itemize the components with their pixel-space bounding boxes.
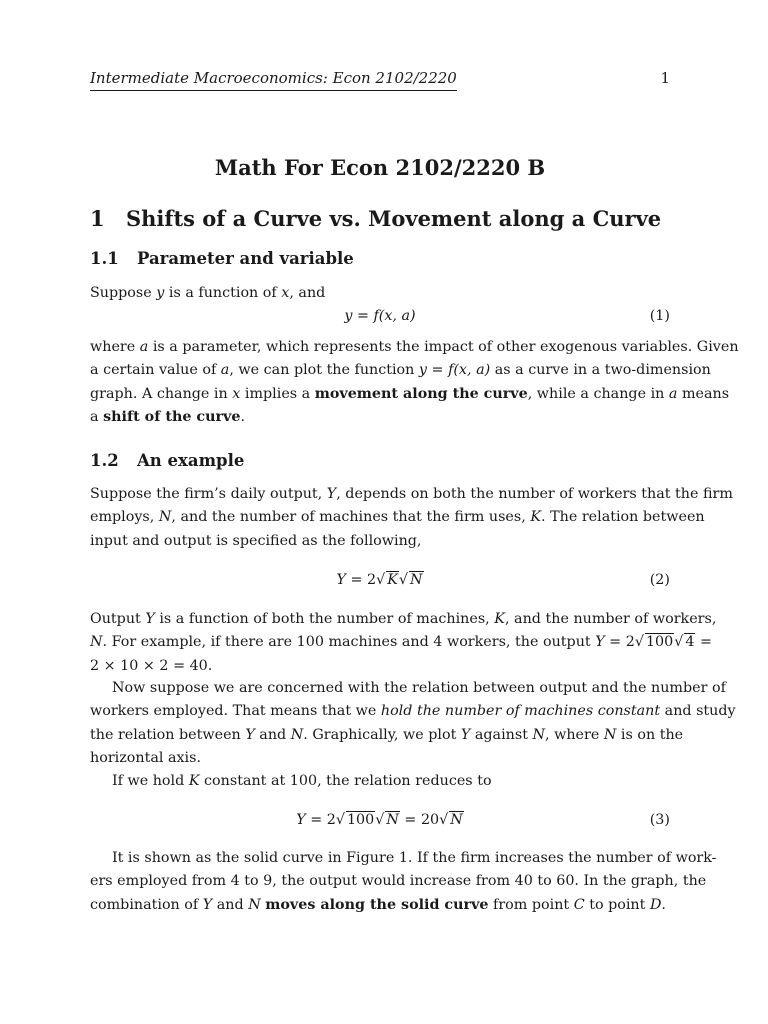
math-variable: N: [248, 896, 261, 913]
text-run: .: [661, 896, 666, 913]
section-1-2-heading: [90, 450, 244, 472]
text-run: N: [450, 812, 463, 828]
section-1-heading: [90, 205, 661, 233]
running-header: [90, 68, 670, 92]
text-run: the relation between: [90, 726, 246, 743]
equation-2: [90, 568, 670, 592]
text-line: [90, 282, 670, 305]
text-run: constant at 100, the relation reduces to: [199, 773, 492, 789]
math-variable: x: [232, 385, 241, 402]
text-run: . Graphically, we plot: [303, 726, 461, 743]
section-number: 1.2: [90, 451, 119, 470]
text-line: [90, 506, 705, 529]
paragraph-1: [90, 282, 670, 305]
text-run: 100: [346, 812, 375, 828]
text-run: Suppose the firm’s daily output,: [90, 486, 327, 502]
math-variable: a: [139, 339, 149, 355]
bold-phrase: movement along the curve: [314, 385, 528, 402]
bold-phrase: moves along the solid curve: [265, 896, 489, 913]
text-line: [90, 608, 717, 631]
text-run: workers employed. That means that we: [90, 703, 381, 720]
page-number: 1: [660, 69, 670, 87]
paragraph-2: [90, 336, 739, 429]
text-line: [90, 770, 670, 793]
equation-number: (3): [649, 812, 670, 828]
text-run: combination of: [90, 896, 203, 913]
equation-1: [90, 304, 670, 328]
text-run: , and: [289, 285, 326, 301]
paragraph-6: [90, 770, 670, 793]
text-line: ers employed from 4 to 9, the output would increase from 40 to 60. In the graph, the: [90, 873, 707, 890]
text-run: against: [470, 726, 533, 743]
math-variable: N: [290, 726, 304, 743]
equation-expression: Y = 2√ 100√ N = 20√ N: [296, 812, 463, 828]
text-line: [90, 336, 739, 359]
text-run: = 2: [604, 634, 635, 651]
text-line: horizontal axis.: [90, 749, 201, 766]
text-run: graph. A change in: [90, 385, 233, 402]
text-run: Y: [296, 812, 306, 828]
math-variable: Y: [245, 726, 255, 743]
math-variable: K: [494, 611, 505, 627]
math-variable: y: [156, 285, 165, 301]
text-line: [90, 359, 711, 382]
text-run: Y: [336, 572, 346, 588]
math-variable: Y: [326, 486, 337, 502]
math-variable: Y: [595, 634, 605, 651]
text-run: If we hold: [112, 773, 189, 789]
text-run: . The relation between: [541, 509, 705, 526]
text-run: and: [212, 896, 249, 913]
text-run: as a curve in a two-dimension: [490, 362, 711, 379]
math-variable: a: [668, 385, 678, 402]
text-run: , where: [545, 726, 604, 743]
text-run: implies a: [240, 385, 315, 402]
section-number: 1.1: [90, 249, 119, 268]
math-variable: Y: [145, 611, 155, 627]
text-run: , we can plot the function: [229, 362, 419, 379]
section-title: Shifts of a Curve vs. Movement along a Curve: [126, 206, 662, 231]
text-run: employs,: [90, 509, 159, 526]
math-variable: D: [649, 896, 662, 913]
text-run: Output: [90, 611, 146, 627]
equation-number: (1): [649, 308, 670, 324]
text-line: Now suppose we are concerned with the relation between output and the number of: [112, 680, 726, 696]
math-variable: N: [603, 726, 617, 743]
text-run: = 20: [399, 812, 440, 828]
bold-phrase: shift of the curve: [103, 408, 241, 425]
text-run: N: [386, 812, 399, 828]
text-run: means: [677, 385, 730, 402]
paragraph-3: [90, 483, 733, 553]
text-line: [90, 406, 670, 429]
text-run: =: [695, 634, 712, 651]
paragraph-5: [90, 677, 736, 770]
text-line: N. For example, if there are 100 machines and 4 workers, the output Y = 2√ 100√ 4 =: [90, 634, 712, 651]
text-line: [90, 724, 684, 747]
text-run: and: [254, 726, 291, 743]
text-run: = 2: [305, 812, 336, 828]
math-variable: C: [573, 896, 585, 913]
equation-expression: Y = 2√ K√ N: [336, 572, 423, 588]
section-title: Parameter and variable: [137, 249, 354, 268]
text-run: , and the number of machines that the firm uses,: [171, 509, 531, 526]
text-run: is a function of both the number of machines,: [154, 611, 495, 627]
text-run: , depends on both the number of workers that the firm: [336, 486, 733, 502]
text-run: N: [410, 572, 423, 588]
math-variable: K: [188, 773, 200, 789]
math-variable: N: [532, 726, 545, 743]
text-run: is on the: [616, 726, 684, 743]
text-run: and study: [660, 703, 736, 720]
text-run: Suppose: [90, 285, 157, 301]
text-run: from point: [488, 896, 574, 913]
section-1-1-heading: [90, 248, 354, 270]
section-title: An example: [137, 451, 245, 470]
document-title: Math For Econ 2102/2220 B: [214, 155, 546, 180]
math-variable: K: [530, 509, 541, 526]
equation-expression: y = f(x, a): [344, 308, 416, 324]
paragraph-4: [90, 608, 717, 678]
text-line: 2 × 10 × 2 = 40.: [90, 657, 213, 674]
text-run: is a function of: [164, 285, 282, 301]
text-run: . For example, if there are 100 machines and 4 workers, the output: [102, 634, 596, 651]
text-run: to point: [584, 896, 650, 913]
text-run: K: [387, 572, 398, 588]
math-variable: y = f(x, a): [418, 362, 491, 379]
paragraph-7: [90, 847, 717, 917]
text-line: [90, 894, 670, 917]
text-run: = 2: [345, 572, 377, 588]
text-run: a certain value of: [90, 362, 221, 379]
text-line: It is shown as the solid curve in Figure 1. If the firm increases the number of work-: [112, 850, 717, 866]
math-variable: Y: [202, 896, 213, 913]
text-line: input and output is specified as the following,: [90, 532, 422, 549]
text-line: [90, 483, 733, 506]
text-run: a: [90, 408, 104, 425]
text-line: [90, 383, 730, 406]
text-run: is a parameter, which represents the impact of other exogenous variables. Given: [148, 339, 739, 355]
math-variable: Y: [460, 726, 471, 743]
running-header-course: Intermediate Macroeconomics: Econ 2102/2220: [90, 68, 457, 91]
math-variable: a: [220, 362, 230, 379]
equation-3: [90, 808, 670, 832]
text-run: where: [90, 339, 140, 355]
text-run: , while a change in: [527, 385, 669, 402]
text-run: .: [240, 408, 246, 425]
math-variable: N: [90, 634, 103, 651]
math-variable: x: [281, 285, 290, 301]
text-line: [90, 700, 736, 723]
math-variable: N: [158, 509, 172, 526]
text-run: 100: [645, 634, 674, 651]
text-run: , and the number of workers,: [504, 611, 717, 627]
emphasis-phrase: hold the number of machines constant: [380, 703, 661, 720]
text-run: 4: [685, 634, 695, 651]
equation-number: (2): [649, 572, 670, 588]
section-number: 1: [90, 206, 105, 231]
